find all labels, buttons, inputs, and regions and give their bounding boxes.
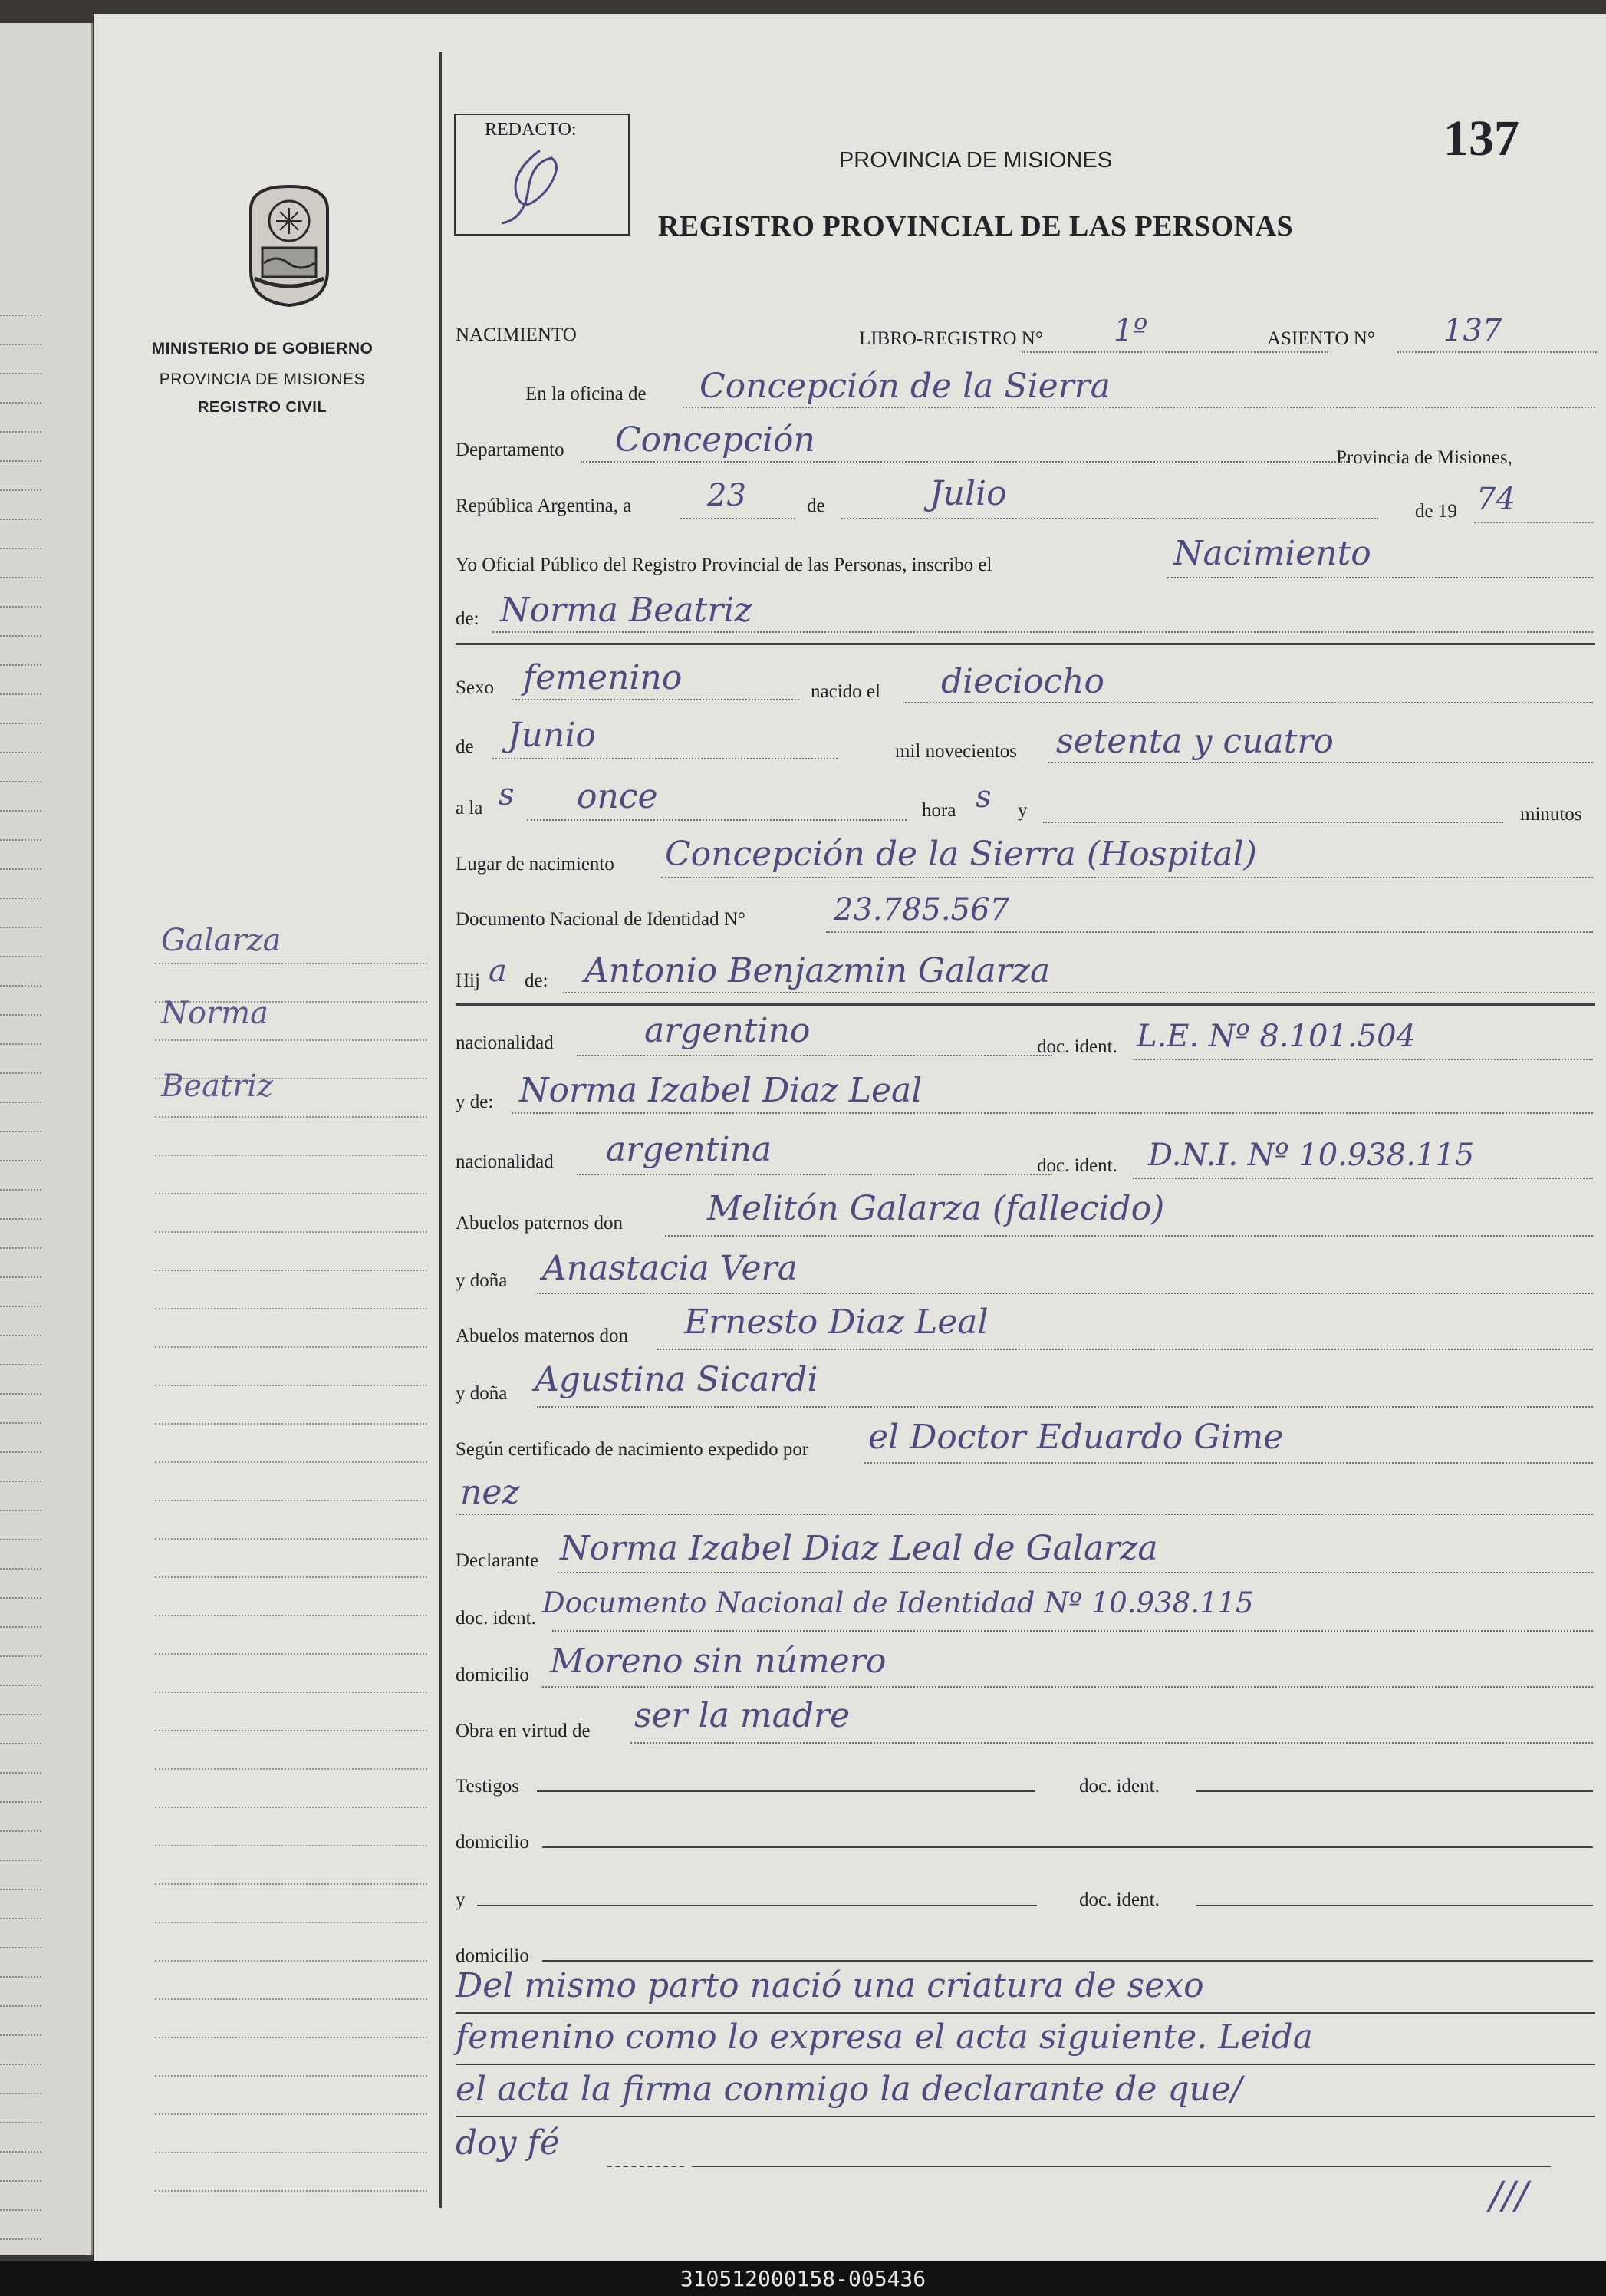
- lugar-label: Lugar de nacimiento: [456, 854, 614, 875]
- prev-page-line: [0, 1743, 41, 1744]
- margin-line: [155, 1768, 427, 1770]
- margin-line: [155, 1346, 427, 1348]
- prev-page-line: [0, 1889, 41, 1890]
- departamento-line: [581, 461, 1348, 463]
- nacido-value: dieciocho: [941, 662, 1104, 701]
- abuelo-m-value: Ernesto Diaz Leal: [684, 1303, 989, 1342]
- de2-label: de: [456, 736, 474, 757]
- doc-padre-label: doc. ident.: [1037, 1036, 1117, 1057]
- margin-line: [155, 1845, 427, 1846]
- asiento-line: [1397, 351, 1597, 353]
- margin-line: [155, 1922, 427, 1923]
- abuela-m-line: [537, 1406, 1593, 1408]
- mes2-value: Junio: [508, 716, 596, 755]
- prev-page-line: [0, 781, 41, 782]
- prev-page-line: [0, 373, 41, 374]
- doc-t1-label: doc. ident.: [1079, 1776, 1160, 1797]
- republica-label: República Argentina, a: [456, 496, 632, 516]
- prev-page-line: [0, 315, 41, 316]
- margin-line: [155, 1461, 427, 1463]
- margin-line: [155, 1576, 427, 1578]
- nac-madre-value: argentina: [606, 1130, 772, 1169]
- margin-line: [155, 1155, 427, 1156]
- ministry-province: PROVINCIA DE MISIONES: [159, 371, 366, 388]
- nac-madre-line: [577, 1174, 1052, 1175]
- obra-line: [630, 1742, 1593, 1744]
- domicilio-t2-label: domicilio: [456, 1945, 529, 1966]
- left-margin-column: [94, 14, 439, 2261]
- doc-t2-line: [1196, 1905, 1593, 1906]
- oficina-line: [683, 407, 1595, 408]
- name-separator: [456, 643, 1595, 645]
- prev-page-line: [0, 1626, 41, 1628]
- margin-line: [155, 1615, 427, 1616]
- prev-page-line: [0, 1393, 41, 1395]
- prev-page-line: [0, 1947, 41, 1948]
- nac-padre-value: argentino: [644, 1011, 811, 1050]
- mes-value: Julio: [930, 474, 1007, 513]
- prev-page-line: [0, 868, 41, 870]
- prev-page-line: [0, 519, 41, 520]
- prev-page-line: [0, 2238, 41, 2240]
- yde-label: y de:: [456, 1092, 494, 1112]
- note-line-1: Del mismo parto nació una criatura de sexo: [456, 1966, 1204, 2005]
- margin-line: [155, 1500, 427, 1501]
- minutos-line: [1043, 822, 1503, 823]
- prev-page-line: [0, 1451, 41, 1453]
- y2-label: y: [456, 1889, 466, 1910]
- prev-page-line: [0, 1014, 41, 1016]
- hij-suffix: a: [489, 954, 507, 989]
- note-line-4: doy fé: [456, 2123, 560, 2163]
- abuela-m-value: Agustina Sicardi: [535, 1360, 818, 1399]
- mes-line: [841, 518, 1378, 519]
- domicilio-line: [542, 1686, 1593, 1688]
- testigo2-line: [477, 1905, 1037, 1906]
- father-separator: [456, 1003, 1595, 1006]
- alas-label: a la: [456, 798, 483, 819]
- prev-page-line: [0, 693, 41, 695]
- prev-page-line: [0, 1655, 41, 1657]
- certificado-value: el Doctor Eduardo Gime: [868, 1418, 1284, 1457]
- prev-page-line: [0, 606, 41, 608]
- prev-page-line: [0, 1364, 41, 1365]
- dni-line: [826, 931, 1593, 933]
- margin-line: [155, 1653, 427, 1655]
- margin-line: [155, 1807, 427, 1808]
- asiento-value: 137: [1443, 313, 1502, 348]
- inscribe-value: Nacimiento: [1173, 534, 1371, 573]
- margin-line: [155, 1270, 427, 1271]
- redacto-label: REDACTO:: [485, 120, 577, 140]
- hij-de-label: de:: [525, 970, 548, 991]
- certificado-line-2: [456, 1514, 1593, 1515]
- declarante-value: Norma Izabel Diaz Leal de Galarza: [560, 1529, 1158, 1568]
- anio-line: [1474, 522, 1593, 523]
- prev-page-line: [0, 548, 41, 549]
- prev-page-line: [0, 1539, 41, 1540]
- prev-page-line: [0, 2180, 41, 2182]
- note-rule-3: [456, 2116, 1595, 2117]
- prev-page-line: [0, 723, 41, 724]
- prev-page-line: [0, 2151, 41, 2153]
- doc-madre-label: doc. ident.: [1037, 1155, 1117, 1176]
- prev-page-line: [0, 1830, 41, 1832]
- prev-page-line: [0, 956, 41, 957]
- redacto-initial-mark: [486, 143, 601, 227]
- doc-madre-value: D.N.I. Nº 10.938.115: [1148, 1138, 1475, 1173]
- doc-declarante-label: doc. ident.: [456, 1608, 536, 1629]
- note-line-2: femenino como lo expresa el acta siguiente. Leida: [456, 2018, 1313, 2057]
- y-label: y: [1018, 800, 1028, 821]
- ydona-p-label: y doña: [456, 1270, 508, 1291]
- prev-page-line: [0, 1335, 41, 1336]
- scan-id-caption: 310512000158-005436: [0, 2261, 1606, 2296]
- certificado-value-2: nez: [460, 1473, 520, 1512]
- dia-value: 23: [707, 478, 746, 513]
- footer-marks: ///: [1489, 2173, 1529, 2218]
- prev-page-line: [0, 1510, 41, 1511]
- doc-declarante-line: [552, 1630, 1593, 1632]
- margin-note-first-name: Norma: [161, 996, 268, 1031]
- margin-line: [155, 1960, 427, 1962]
- libro-label: LIBRO-REGISTRO N°: [859, 328, 1043, 349]
- nacido-label: nacido el: [811, 681, 880, 702]
- prev-page-line: [0, 752, 41, 753]
- sexo-line: [512, 699, 799, 700]
- hora-line: [527, 819, 907, 821]
- margin-line: [155, 2113, 427, 2115]
- minutos-label: minutos: [1520, 804, 1582, 825]
- prev-page-line: [0, 1801, 41, 1803]
- note-closing-rule: [692, 2166, 1551, 2167]
- hora-value: once: [577, 777, 658, 816]
- margin-line: [155, 963, 427, 964]
- margin-note-surname: Galarza: [161, 923, 281, 958]
- redacto-box: [454, 114, 630, 236]
- ministry-registry: REGISTRO CIVIL: [197, 399, 327, 416]
- prev-page-line: [0, 1860, 41, 1861]
- prev-page-line: [0, 1189, 41, 1191]
- prev-page-line: [0, 2209, 41, 2211]
- abuelos-maternos-label: Abuelos maternos don: [456, 1326, 628, 1346]
- margin-line: [155, 1385, 427, 1386]
- lugar-line: [661, 877, 1593, 878]
- inscribe-line: [1167, 577, 1593, 578]
- libro-line: [1022, 351, 1328, 353]
- oficial-text: Yo Oficial Público del Registro Provincial de las Personas, inscribo el: [456, 555, 992, 575]
- margin-line: [155, 1116, 427, 1118]
- margin-line: [155, 1538, 427, 1540]
- nac-padre-label: nacionalidad: [456, 1033, 554, 1053]
- prev-page-line: [0, 2093, 41, 2094]
- prev-page-line: [0, 1276, 41, 1278]
- margin-note-middle-name: Beatriz: [161, 1069, 273, 1104]
- oficina-value: Concepción de la Sierra: [699, 367, 1111, 406]
- margin-line: [155, 1308, 427, 1309]
- prev-page-line: [0, 344, 41, 345]
- padre-line: [563, 992, 1594, 993]
- abuela-p-value: Anastacia Vera: [542, 1249, 798, 1288]
- mes2-line: [492, 758, 838, 759]
- asiento-label: ASIENTO N°: [1267, 328, 1375, 349]
- certificado-line: [864, 1462, 1593, 1464]
- declarante-line: [558, 1572, 1593, 1573]
- prev-page-line: [0, 2064, 41, 2065]
- column-divider: [439, 52, 442, 2208]
- nombre-line: [492, 631, 1593, 633]
- note-line-3: el acta la firma conmigo la declarante de que/: [456, 2070, 1242, 2109]
- prev-page-line: [0, 810, 41, 812]
- prev-page-line: [0, 985, 41, 987]
- prev-page-line: [0, 1918, 41, 1919]
- obra-label: Obra en virtud de: [456, 1721, 591, 1741]
- testigo1-line: [537, 1790, 1035, 1792]
- lugar-value: Concepción de la Sierra (Hospital): [665, 835, 1257, 874]
- obra-value: ser la madre: [634, 1696, 851, 1735]
- anio2-value: setenta y cuatro: [1056, 722, 1334, 761]
- margin-line: [155, 2075, 427, 2077]
- dia-line: [680, 518, 795, 519]
- domicilio-value: Moreno sin número: [550, 1642, 887, 1681]
- margin-line: [155, 1998, 427, 2000]
- prev-page-line: [0, 1218, 41, 1220]
- margin-line: [155, 1883, 427, 1885]
- libro-value: 1º: [1114, 313, 1148, 348]
- doc-t2-label: doc. ident.: [1079, 1889, 1160, 1910]
- domicilio-t1-line: [542, 1846, 1593, 1848]
- horas-label: hora: [922, 800, 956, 821]
- prev-page-line: [0, 839, 41, 841]
- note-rule-1: [456, 2012, 1595, 2014]
- registry-title: REGISTRO PROVINCIAL DE LAS PERSONAS: [657, 210, 1294, 242]
- register-page: [94, 14, 1606, 2261]
- margin-line: [155, 1039, 427, 1041]
- doc-declarante-value: Documento Nacional de Identidad Nº 10.938.115: [542, 1586, 1254, 1619]
- prev-page-line: [0, 927, 41, 928]
- madre-value: Norma Izabel Diaz Leal: [519, 1071, 923, 1110]
- testigos-label: Testigos: [456, 1776, 519, 1797]
- abuelos-paternos-label: Abuelos paternos don: [456, 1213, 624, 1234]
- ydona-m-label: y doña: [456, 1383, 508, 1404]
- ministry-name: MINISTERIO DE GOBIERNO: [151, 340, 374, 357]
- anio2-line: [1048, 762, 1593, 763]
- sexo-value: femenino: [523, 658, 683, 697]
- prev-page-line: [0, 1568, 41, 1570]
- domicilio-label: domicilio: [456, 1665, 529, 1685]
- margin-line: [155, 1193, 427, 1194]
- note-dash: [607, 2166, 684, 2167]
- margin-line: [155, 2190, 427, 2192]
- prev-page-line: [0, 1772, 41, 1774]
- margin-line: [155, 1730, 427, 1731]
- provincia-suffix: Provincia de Misiones,: [1336, 447, 1512, 468]
- certificado-label: Según certificado de nacimiento expedido por: [456, 1439, 809, 1460]
- domicilio-t1-label: domicilio: [456, 1832, 529, 1853]
- prev-page-line: [0, 1422, 41, 1424]
- abuelo-m-line: [657, 1349, 1593, 1350]
- sexo-label: Sexo: [456, 677, 494, 698]
- prev-page-line: [0, 1714, 41, 1715]
- note-rule-2: [456, 2064, 1595, 2065]
- dni-value: 23.785.567: [834, 892, 1010, 927]
- declarante-label: Declarante: [456, 1550, 539, 1571]
- abuelo-p-value: Melitón Galarza (fallecido): [707, 1189, 1165, 1228]
- previous-page-edge: [0, 23, 93, 2255]
- doc-madre-line: [1133, 1178, 1593, 1179]
- domicilio-t2-line: [542, 1960, 1593, 1962]
- horas-s: s: [976, 779, 992, 815]
- prev-page-line: [0, 1306, 41, 1307]
- prev-page-line: [0, 1160, 41, 1161]
- de-label: de: [807, 496, 825, 516]
- prev-page-line: [0, 431, 41, 433]
- prev-page-line: [0, 1976, 41, 1978]
- prev-page-line: [0, 460, 41, 462]
- provincial-seal-icon: [239, 179, 339, 309]
- province-title: PROVINCIA DE MISIONES: [838, 148, 1113, 173]
- page-number: 137: [1443, 110, 1519, 166]
- prev-page-line: [0, 898, 41, 899]
- prev-page-line: [0, 1685, 41, 1686]
- nacido-line: [903, 702, 1593, 703]
- margin-line: [155, 1231, 427, 1233]
- prev-page-line: [0, 664, 41, 666]
- margin-line: [155, 2037, 427, 2038]
- oficina-label: En la oficina de: [525, 384, 647, 404]
- prev-page-line: [0, 1131, 41, 1132]
- margin-line: [155, 2152, 427, 2153]
- prev-page-line: [0, 1102, 41, 1103]
- prev-page-line: [0, 1072, 41, 1074]
- prev-page-line: [0, 2034, 41, 2036]
- prev-page-line: [0, 1247, 41, 1249]
- prev-page-line: [0, 635, 41, 637]
- doc-padre-value: L.E. Nº 8.101.504: [1137, 1019, 1417, 1054]
- padre-value: Antonio Benjazmin Galarza: [584, 951, 1051, 990]
- anio-value: 74: [1476, 482, 1515, 517]
- nacimiento-heading: NACIMIENTO: [456, 324, 577, 345]
- abuela-p-line: [537, 1293, 1593, 1294]
- prev-page-line: [0, 489, 41, 491]
- hij-label: Hij: [456, 970, 480, 991]
- prev-page-line: [0, 1597, 41, 1599]
- departamento-value: Concepción: [615, 420, 815, 460]
- abuelo-p-line: [665, 1235, 1593, 1237]
- prev-page-line: [0, 1043, 41, 1045]
- alas-s: s: [499, 777, 515, 812]
- margin-line: [155, 1423, 427, 1425]
- prev-page-line: [0, 2005, 41, 2007]
- prev-page-line: [0, 1481, 41, 1482]
- prev-page-line: [0, 577, 41, 578]
- doc-padre-line: [1133, 1059, 1593, 1060]
- prev-page-line: [0, 2122, 41, 2123]
- departamento-label: Departamento: [456, 440, 564, 460]
- nac-padre-line: [577, 1055, 1052, 1056]
- doc-t1-line: [1196, 1790, 1593, 1792]
- madre-line: [512, 1112, 1593, 1114]
- de-colon-label: de:: [456, 608, 479, 629]
- mil-label: mil novecientos: [895, 741, 1017, 762]
- nac-madre-label: nacionalidad: [456, 1151, 554, 1172]
- dni-label: Documento Nacional de Identidad N°: [456, 909, 745, 930]
- margin-line: [155, 1692, 427, 1693]
- prev-page-line: [0, 402, 41, 404]
- nombre-value: Norma Beatriz: [500, 591, 752, 630]
- de19-label: de 19: [1415, 501, 1457, 522]
